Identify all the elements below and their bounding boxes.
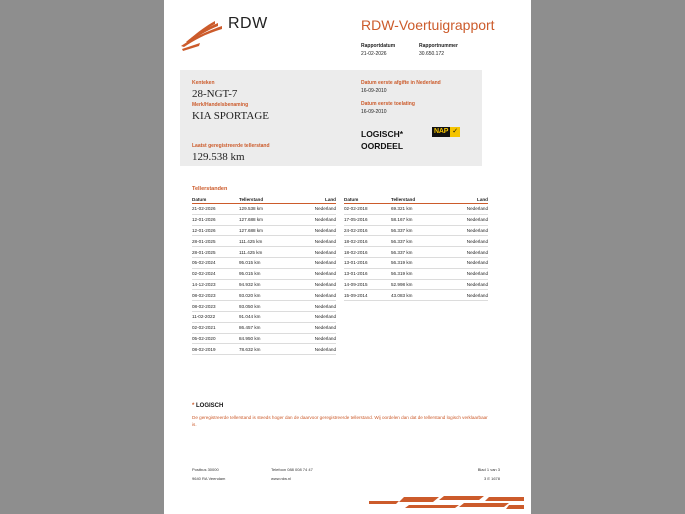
cell-country: Nederland bbox=[294, 344, 336, 355]
cell-reading: 78.632 km bbox=[239, 344, 294, 355]
cell-date: 15-09-2014 bbox=[344, 290, 391, 301]
footer-page: Blad 1 van 3 bbox=[477, 467, 500, 472]
cell-date: 02-02-2018 bbox=[344, 204, 391, 215]
cell-reading: 127.688 km bbox=[239, 214, 294, 225]
cell-date: 14-12-2023 bbox=[192, 279, 239, 290]
cell-reading: 129.538 km bbox=[239, 204, 294, 215]
note-title bbox=[192, 403, 223, 409]
odometer-table-right bbox=[344, 196, 488, 301]
cell-reading: 93.020 km bbox=[239, 290, 294, 301]
cell-reading: 52.998 km bbox=[391, 279, 446, 290]
cell-country: Nederland bbox=[294, 279, 336, 290]
table-row bbox=[192, 247, 336, 258]
table-row bbox=[344, 257, 488, 268]
table-row bbox=[192, 236, 336, 247]
table-row bbox=[344, 225, 488, 236]
verdict-line-2: OORDEEL bbox=[361, 141, 404, 151]
table-row bbox=[192, 311, 336, 322]
table-row bbox=[344, 247, 488, 258]
note-star: * bbox=[192, 403, 195, 409]
cell-date: 02-02-2024 bbox=[192, 268, 239, 279]
odometer-verdict bbox=[361, 128, 403, 152]
footer-address-line-2: 9640 RA Veendam bbox=[192, 476, 226, 481]
cell-country: Nederland bbox=[446, 236, 488, 247]
footer-address bbox=[192, 465, 225, 483]
nap-badge bbox=[432, 127, 464, 137]
footer-stripes-decoration bbox=[369, 493, 524, 511]
cell-date: 12-01-2026 bbox=[192, 225, 239, 236]
footer-contact bbox=[271, 465, 313, 483]
cell-reading: 69.321 km bbox=[391, 204, 446, 215]
table-header-row bbox=[344, 196, 488, 204]
col-header-reading: Tellerstand bbox=[239, 196, 294, 204]
cell-reading: 56.319 km bbox=[391, 257, 446, 268]
odometer-section-title: Tellerstanden bbox=[192, 186, 228, 192]
report-number-value: 30.650.172 bbox=[419, 51, 445, 57]
cell-date: 24-02-2016 bbox=[344, 225, 391, 236]
report-date-block bbox=[361, 42, 395, 58]
first-nl-label: Datum eerste afgifte in Nederland bbox=[361, 80, 441, 86]
cell-country: Nederland bbox=[294, 268, 336, 279]
cell-date: 02-02-2021 bbox=[192, 322, 239, 333]
verdict-line-1: LOGISCH* bbox=[361, 129, 404, 139]
cell-country: Nederland bbox=[294, 214, 336, 225]
odometer-label: Laatst geregistreerde tellerstand bbox=[192, 143, 270, 149]
col-header-date: Datum bbox=[192, 196, 239, 204]
cell-date: 14-09-2015 bbox=[344, 279, 391, 290]
cell-reading: 94.932 km bbox=[239, 279, 294, 290]
cell-reading: 111.425 km bbox=[239, 236, 294, 247]
cell-country: Nederland bbox=[294, 290, 336, 301]
cell-country: Nederland bbox=[294, 301, 336, 312]
cell-reading: 95.015 km bbox=[239, 268, 294, 279]
cell-country: Nederland bbox=[446, 279, 488, 290]
table-row bbox=[192, 290, 336, 301]
cell-date: 08-02-2023 bbox=[192, 290, 239, 301]
cell-country: Nederland bbox=[294, 247, 336, 258]
cell-country: Nederland bbox=[446, 257, 488, 268]
report-date-label: Rapportdatum bbox=[361, 43, 396, 49]
table-row bbox=[344, 268, 488, 279]
cell-reading: 43.083 km bbox=[391, 290, 446, 301]
table-row bbox=[192, 333, 336, 344]
cell-date: 18-02-2016 bbox=[344, 247, 391, 258]
cell-country: Nederland bbox=[446, 204, 488, 215]
rdw-logo-icon bbox=[180, 20, 224, 52]
cell-country: Nederland bbox=[294, 257, 336, 268]
col-header-country: Land bbox=[446, 196, 488, 204]
cell-date: 11-02-2022 bbox=[192, 311, 239, 322]
make-value: KIA SPORTAGE bbox=[192, 110, 269, 122]
report-title: RDW-Voertuigrapport bbox=[361, 17, 495, 33]
table-row bbox=[344, 290, 488, 301]
note-title-text: LOGISCH bbox=[196, 403, 224, 409]
report-date-value: 21-02-2026 bbox=[361, 51, 387, 57]
cell-country: Nederland bbox=[446, 225, 488, 236]
cell-reading: 95.015 km bbox=[239, 257, 294, 268]
cell-date: 05-02-2020 bbox=[192, 333, 239, 344]
odometer-table-left bbox=[192, 196, 336, 355]
odometer-rows-right bbox=[344, 204, 488, 301]
cell-date: 13-01-2016 bbox=[344, 257, 391, 268]
cell-date: 08-02-2023 bbox=[192, 301, 239, 312]
nap-check-icon: ✓ bbox=[452, 128, 459, 135]
nap-letters: NAP bbox=[434, 128, 449, 135]
col-header-reading: Tellerstand bbox=[391, 196, 446, 204]
cell-country: Nederland bbox=[294, 236, 336, 247]
table-row bbox=[192, 268, 336, 279]
cell-date: 21-02-2026 bbox=[192, 204, 239, 215]
cell-reading: 56.337 km bbox=[391, 236, 446, 247]
table-row bbox=[192, 279, 336, 290]
footer-code: 3 E 1678 bbox=[483, 476, 500, 481]
cell-country: Nederland bbox=[294, 333, 336, 344]
table-row bbox=[192, 204, 336, 215]
plate-value: 28-NGT-7 bbox=[192, 88, 238, 100]
cell-country: Nederland bbox=[294, 322, 336, 333]
cell-reading: 56.337 km bbox=[391, 247, 446, 258]
cell-reading: 111.425 km bbox=[239, 247, 294, 258]
cell-reading: 56.337 km bbox=[391, 225, 446, 236]
table-row bbox=[344, 204, 488, 215]
cell-date: 13-01-2016 bbox=[344, 268, 391, 279]
cell-country: Nederland bbox=[446, 268, 488, 279]
footer-page-info bbox=[450, 465, 500, 483]
table-header-row bbox=[192, 196, 336, 204]
cell-date: 28-01-2025 bbox=[192, 247, 239, 258]
odometer-value: 129.538 km bbox=[192, 151, 245, 163]
brand-name: RDW bbox=[228, 15, 268, 32]
cell-date: 12-01-2026 bbox=[192, 214, 239, 225]
table-row bbox=[192, 344, 336, 355]
table-row bbox=[344, 214, 488, 225]
cell-country: Nederland bbox=[294, 225, 336, 236]
table-row bbox=[192, 225, 336, 236]
report-number-block bbox=[419, 42, 458, 58]
col-header-date: Datum bbox=[344, 196, 391, 204]
cell-country: Nederland bbox=[446, 247, 488, 258]
footer-phone: Telefoon 088 008 74 47 bbox=[271, 467, 313, 472]
cell-country: Nederland bbox=[294, 204, 336, 215]
first-nl-value: 16-09-2010 bbox=[361, 88, 387, 94]
cell-reading: 127.688 km bbox=[239, 225, 294, 236]
cell-reading: 56.319 km bbox=[391, 268, 446, 279]
cell-reading: 93.050 km bbox=[239, 301, 294, 312]
table-row bbox=[344, 279, 488, 290]
table-row bbox=[344, 236, 488, 247]
table-row bbox=[192, 301, 336, 312]
first-admission-value: 16-09-2010 bbox=[361, 109, 387, 115]
report-number-label: Rapportnummer bbox=[419, 43, 458, 49]
footer-address-line-1: Postbus 30000 bbox=[192, 467, 219, 472]
cell-country: Nederland bbox=[446, 290, 488, 301]
cell-date: 28-01-2025 bbox=[192, 236, 239, 247]
report-page bbox=[164, 0, 531, 514]
cell-date: 18-02-2016 bbox=[344, 236, 391, 247]
cell-country: Nederland bbox=[446, 214, 488, 225]
cell-date: 05-02-2024 bbox=[192, 257, 239, 268]
cell-date: 08-02-2019 bbox=[192, 344, 239, 355]
cell-reading: 86.457 km bbox=[239, 322, 294, 333]
table-row bbox=[192, 257, 336, 268]
make-label: Merk/Handelsbenaming bbox=[192, 102, 249, 108]
cell-reading: 91.044 km bbox=[239, 311, 294, 322]
note-text: De geregistreerde tellerstand is steeds hoger dan de daarvoor geregistreerde tellerstand. Wij oordelen dan dat de tellerstand logisch verklaarbaar is. bbox=[192, 415, 488, 427]
cell-reading: 84.950 km bbox=[239, 333, 294, 344]
cell-country: Nederland bbox=[294, 311, 336, 322]
footer-website[interactable]: www.rdw.nl bbox=[271, 476, 292, 481]
cell-reading: 58.167 km bbox=[391, 214, 446, 225]
table-row bbox=[192, 322, 336, 333]
plate-label: Kenteken bbox=[192, 80, 215, 86]
odometer-rows-left bbox=[192, 204, 336, 355]
cell-date: 17-05-2016 bbox=[344, 214, 391, 225]
col-header-country: Land bbox=[294, 196, 336, 204]
first-admission-label: Datum eerste toelating bbox=[361, 101, 415, 107]
table-row bbox=[192, 214, 336, 225]
